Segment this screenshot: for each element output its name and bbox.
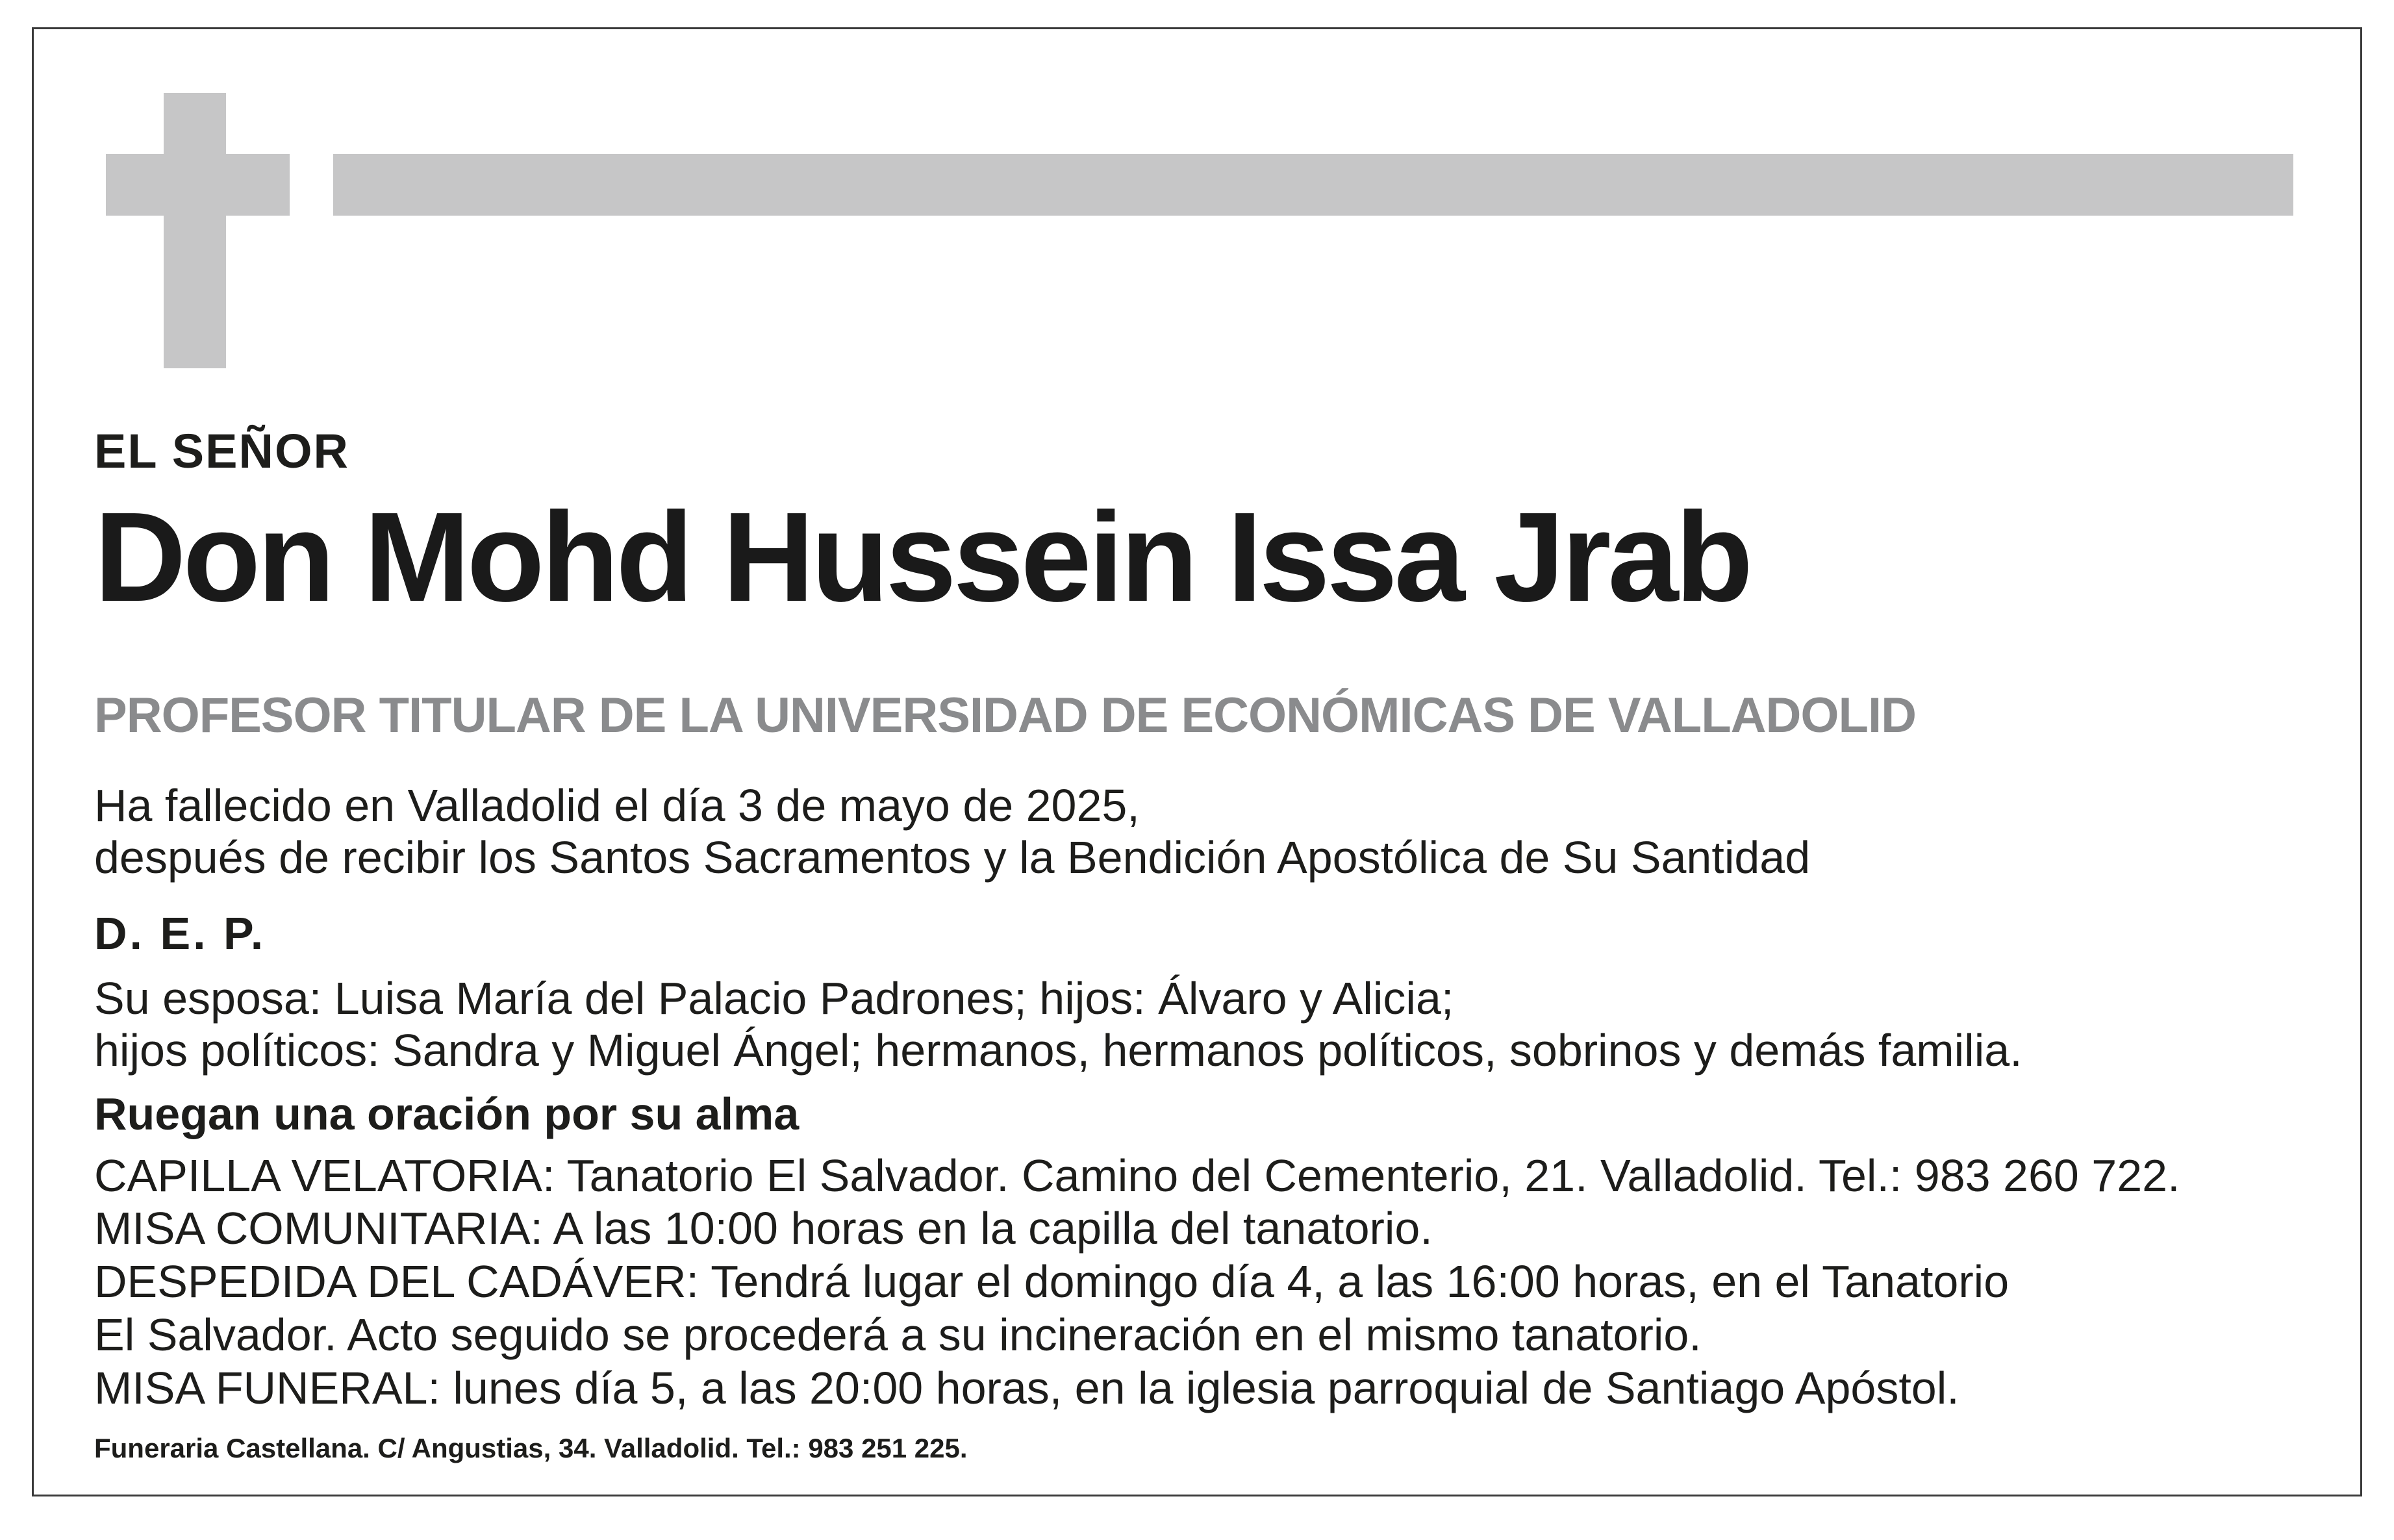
service-line: DESPEDIDA DEL CADÁVER: Tendrá lugar el domingo día 4, a las 16:00 horas, en el Tanatorio: [94, 1256, 2010, 1307]
prayer-request: Ruegan una oración por su alma: [94, 1089, 800, 1139]
family-line: hijos políticos: Sandra y Miguel Ángel; hermanos, hermanos políticos, sobrinos y demás familia.: [94, 1025, 2022, 1076]
cross-vertical-bar: [164, 93, 226, 368]
service-line: MISA COMUNITARIA: A las 10:00 horas en la capilla del tanatorio.: [94, 1203, 1433, 1254]
death-line: después de recibir los Santos Sacramentos y la Bendición Apostólica de Su Santidad: [94, 832, 1811, 883]
rip-text: D. E. P.: [94, 908, 266, 959]
profession: PROFESOR TITULAR DE LA UNIVERSIDAD DE ECONÓMICAS DE VALLADOLID: [94, 688, 1916, 743]
deceased-name: Don Mohd Hussein Issa Jrab: [94, 486, 1750, 628]
death-line: Ha fallecido en Valladolid el día 3 de mayo de 2025,: [94, 780, 1140, 831]
honorific: EL SEÑOR: [94, 424, 349, 478]
funeral-home-info: Funeraria Castellana. C/ Angustias, 34. Valladolid. Tel.: 983 251 225.: [94, 1433, 968, 1463]
service-line: CAPILLA VELATORIA: Tanatorio El Salvador. Camino del Cementerio, 21. Valladolid. Tel.: 983 260 722.: [94, 1150, 2180, 1201]
cross-horizontal-bar: [106, 154, 290, 216]
header-rule: [333, 154, 2293, 216]
service-line: El Salvador. Acto seguido se procederá a su incineración en el mismo tanatorio.: [94, 1309, 1702, 1360]
family-line: Su esposa: Luisa María del Palacio Padrones; hijos: Álvaro y Alicia;: [94, 973, 1454, 1024]
service-line: MISA FUNERAL: lunes día 5, a las 20:00 horas, en la iglesia parroquial de Santiago Apóstol.: [94, 1363, 1959, 1413]
